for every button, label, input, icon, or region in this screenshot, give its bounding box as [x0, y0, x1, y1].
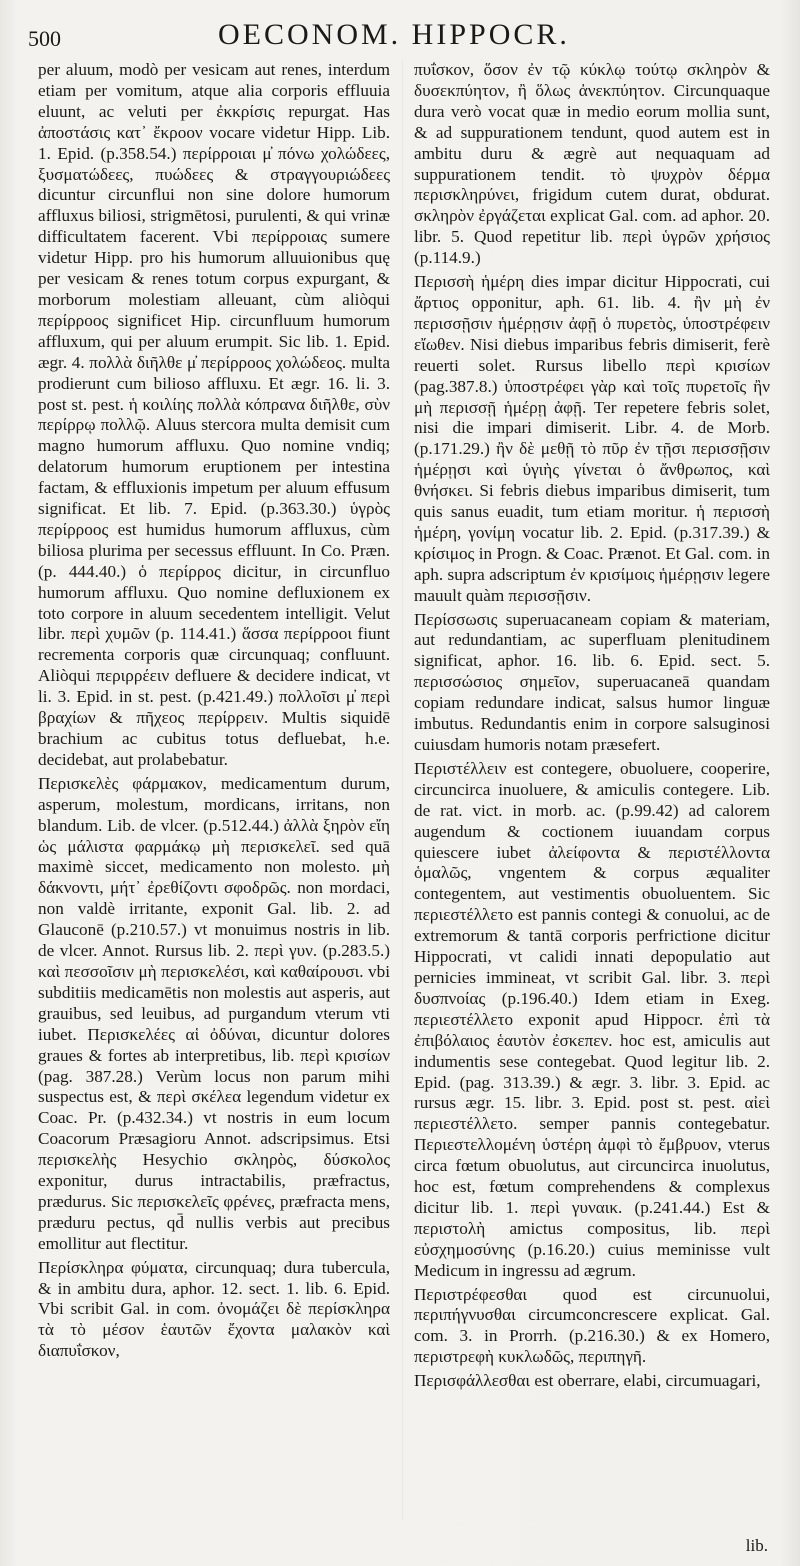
right-column	[414, 60, 770, 1392]
left-paragraph: per aluum, modò per vesicam aut renes, interdum etiam per vomitum, atque alia corporis effluuia eluunt, ac veluti per ἐκκρίσις repurgat. Has ἀποστάσις κατ᾽ ἔκροον vocare videtur Hipp. Lib. 1. Epid. (p.358.54.) περίρροιαι μ̓ πόνω χολώδεες, ξυσματώδεες, πυώδεες & στραγγουριώδεες dicuntur circunflui non sine dolore humorum affluxus biliosi, strigmētosi, purulenti, & qui vrinæ difficultatem facerent. Vbi περίρροιας sumere videtur Hipp. pro his humorum alluuionibus quę per vesicam & renes totum corpus expurgant, & morborum molestiam alleuant, cùm aliòqui περίρροος significet Hip. circunfluum humorum affluxum, qui per aluum erumpit. Sic lib. 1. Epid. ægr. 4. πολλὰ διῆλθε μ̓ περίρροος χολώδεος. multa prodierunt cum bilioso affluxu. Et ægr. 16. li. 3. post st. pest. ἡ κοιλίης πολλὰ κόπρανα διῆλθε, σὺν περίρρῳ πολλῷ. Aluus stercora multa demisit cum magno humorum affluxu. Quo nomine vndiq; delatorum humorum eruptionem per intestina factam, & effluxionis impetum per aluum effusum significat. Et lib. 7. Epid. (p.363.30.) ὑγρὸς περίρροος est humidus humorum affluxus, cùm biliosa plurima per secessus effluunt. In Co. Præn. (p. 444.40.) ὁ περίρρος dicitur, in circunfluo humorum affluxu. Quo nomine defluxionem ex toto corpore in aluum secedentem intelligit. Velut libr. περὶ χυμῶν (p. 114.41.) ἅσσα περίρροοι fiunt recrementa corporis quæ circunquaq; confluunt. Aliòqui περιρρέειν defluere & decidere indicat, vt li. 3. Epid. in st. pest. (p.421.49.) πολλοῖσι μ̓ περὶ βραχίων & πῆχεος περίρρειν. Multis siquidē brachium ac cubitus totus defluebat, h.e. decidebat, aut prolabebatur.	[38, 60, 390, 769]
right-paragraph: Περίσσωσις superuacaneam copiam & materiam, aut redundantiam, ac superfluam plenitudinem significat, aphor. 16. lib. 6. Epid. sect. 5. περισσώσιος σημεῖον, superuacaneā quandam copiam redundare indicat, salsus humor linguæ imbutus. Redundantis enim in corpore salsuginosi cuiusdam humoris notam præsefert.	[414, 609, 770, 754]
right-paragraph: Περισσὴ ἡμέρη dies impar dicitur Hippocrati, cui ἄρτιος opponitur, aph. 61. lib. 4. ἢν μὴ ἐν περισσῇσιν ἡμέρῃσιν ἀφῇ ὁ πυρετὸς, ὑποστρέφειν εἴωθεν. Nisi diebus imparibus febris dimiserit, ferè reuerti solet. Rursus libello περὶ κρισίων (pag.387.8.) ὑποστρέφει γὰρ καὶ τοῖς πυρετοῖς ἢν μὴ περισσῇ ἡμέρῃ ἀφῇ. Ter repetere febris solet, nisi die impari dimiserit. Libr. 4. de Morb. (p.171.29.) ἢν δὲ μεθῇ τὸ πῦρ ἐν τῇσι περισσῇσιν ἡμέρῃσι καὶ ὑγιὴς γίνεται ὁ ἄνθρωπος, καὶ θνήσκει. Si febris diebus imparibus dimiserit, tum quis sanus euadit, tum etiam moritur. ἡ περισσὴ ἡμέρη, γονίμη vocatur lib. 2. Epid. (p.317.39.) & κρίσιμος in Progn. & Coac. Prænot. Et Gal. com. in aph. supra adscriptum ἐν κρισίμοις ἡμέρῃσιν legere mauult quàm περισσῇσιν.	[414, 272, 770, 605]
left-paragraph: Περίσκληρα φύματα, circunquaq; dura tubercula, & in ambitu dura, aphor. 12. sect. 1. lib. 6. Epid. Vbi scribit Gal. in com. ὀνομάζει δὲ περίσκληρα τὰ τὸ μέσον ἑαυτῶν ἔχοντα μαλακὸν καὶ διαπυΐσκον,	[38, 1257, 390, 1361]
page-header	[28, 18, 780, 54]
left-paragraph: Περισκελὲς φάρμακον, medicamentum durum, asperum, molestum, mordicans, irritans, non blandum. Lib. de vlcer. (p.512.44.) ἀλλὰ ξηρὸν εἴη ὡς μάλιστα φαρμάκῳ μὴ περισκελεῖ. sed quā maximè siccet, medicamento non molesto. μὴ δάκνοντι, μήτ᾽ ἐρεθίζοντι σφοδρῶς. non mordaci, non valdè irritante, exponit Gal. lib. 2. ad Glauconē (p.210.57.) vt monuimus nostris in lib. de vlcer. Annot. Rursus lib. 2. περὶ γυν. (p.283.5.) καὶ πεσσοῖσιν μὴ περισκελέσι, καὶ καθαίρουσι. vbi subditiis medicamētis non molestis aut asperis, aut grauibus, sed leuibus, ad purgandum vterum vti iubet. Περισκελέες αἱ ὀδύναι, dicuntur dolores graues & fortes ab interpretibus, lib. περὶ κρισίων (pag. 387.28.) Verùm locus non parum mihi suspectus est, & περὶ σκέλεα legendum videtur ex Coac. Pr. (p.432.34.) vt nostris in eum locum Coacorum Præsagioru Annot. adscripsimus. Etsi περισκελὴς Hesychio σκληρὸς, δύσκολος exponitur, durus intractabilis, præfractus, prædurus. Sic περισκελεῖς φρένες, præfracta mens, præduru pectus, qd̄ nullis verbis aut precibus emollitur aut flectitur.	[38, 773, 390, 1253]
catchword: lib.	[745, 1536, 768, 1555]
right-paragraph: Περιστρέφεσθαι quod est circunuolui, περιπήγνυσθαι circumconcrescere explicat. Gal. com. 3. in Prorrh. (p.216.30.) & ex Homero, περιστρεφὴ κυκλωδῶς, περιπηγῆ.	[414, 1284, 770, 1367]
page-number: 500	[28, 26, 61, 51]
right-paragraph: Περισφάλλεσθαι est oberrare, elabi, circumuagari,	[414, 1371, 761, 1391]
column-gutter	[402, 60, 403, 1520]
running-title: OECONOM. HIPPOCR.	[218, 18, 570, 51]
right-paragraph: Περιστέλλειν est contegere, obuoluere, cooperire, circuncirca inuoluere, & amiculis contegere. Lib. de rat. vict. in morb. ac. (p.99.42) ad calorem augendum & coctionem iuuandam corpus quiescere iubet ἀλείφοντα & περιστέλλοντα ὁμαλῶς, vngentem & corpus æqualiter contegentem, aut vestimentis obuoluentem. Sic περιεστέλλετο est pannis contegi & conuolui, ac de extremorum & tantā corporis perfrictione dicitur Hippocrati, vt calidi innati depopulatio aut pernicies immineat, vt scribit Gal. libr. 3. περὶ δυσπνοίας (p.196.40.) Idem etiam in Exeg. περιεστέλλετο exponit apud Hippocr. ἐπὶ τὰ ἐπιβόλαιος ἑαυτὸν ἐσκεπεν. hoc est, amiculis aut indumentis sese contegebat. Quod legitur lib. 2. Epid. (pag. 313.39.) & ægr. 3. libr. 3. Epid. ac rursus ægr. 15. libr. 3. Epid. post st. pest. αἰεὶ περιεστέλλετο. semper pannis contegebatur. Περιεστελλομένη ὑστέρη ἀμφὶ τὸ ἔμβρυον, vterus circa fœtum obuolutus, aut circuncirca inuolutus, hoc est, fœtum comprehendens & complexus dicitur lib. 1. περὶ γυναικ. (p.241.44.) Est & περιστολὴ amictus compositus, lib. περὶ εὐσχημοσύνης (p.16.20.) cuius meminisse vult Medicum in ingressu ad ægrum.	[414, 758, 770, 1280]
right-paragraph: πυΐσκον, ὅσον ἐν τῷ κύκλῳ τούτῳ σκληρὸν & δυσεκπύητον, ἢ ὅλως ἀνεκπύητον. Circunquaque dura verò vocat quæ in medio eorum mollia sunt, & ad suppurationem tendunt, quod autem est in ambitu duru & ægrè aut nequaquam ad suppurationem tendit. τὸ ψυχρὸν δέρμα περισκληρύνει, frigidum cutem durat, obdurat. σκληρὸν ἐργάζεται explicat Gal. com. ad aphor. 20. libr. 5. Quod repetitur lib. περὶ ὑγρῶν χρήσιος (p.114.9.)	[414, 60, 770, 268]
left-column	[38, 60, 390, 1362]
